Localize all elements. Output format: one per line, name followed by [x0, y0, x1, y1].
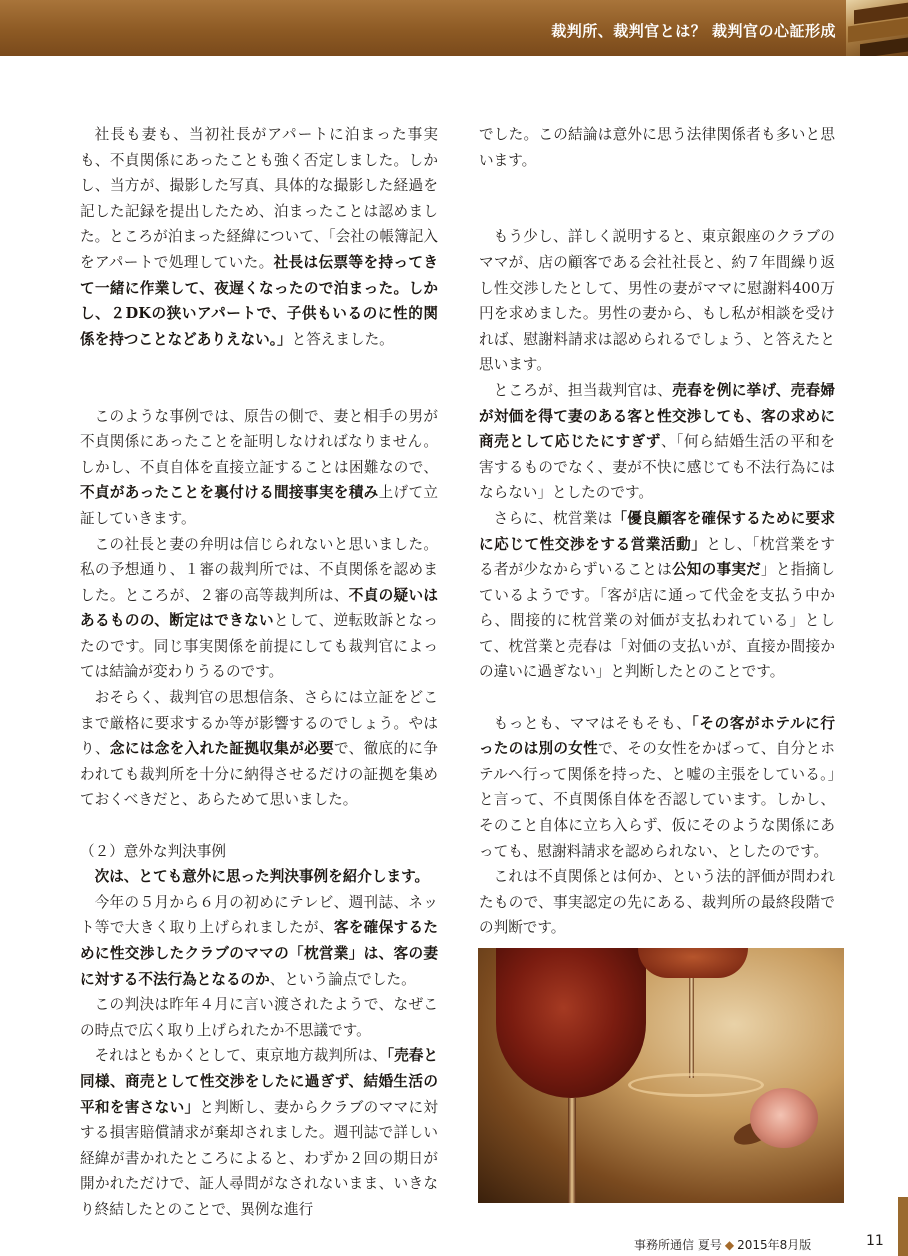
side-accent-bar: [898, 1197, 908, 1256]
paragraph: でした。この結論は意外に思う法律関係者も多いと思います。: [479, 126, 835, 169]
bold-text: 公知の事実だ: [671, 561, 762, 579]
bold-text: 不貞があったことを裏付ける間接事実を積み: [80, 484, 379, 502]
bold-text: 「その客がホテルに行ったのは別の女性: [479, 714, 835, 758]
left-column: [80, 122, 438, 1223]
paragraph: 社長も妻も、当初社長がアパートに泊まった事実も、不貞関係にあったことも強く否定しました。しかし、当方が、撮影した写真、具体的な撮影した経過を記した記録を提出したため、泊まったことは認めました。ところが泊まった経緯について、「会社の帳簿記入をアパートで処理していた。社長は伝票等を持ってきて一緒に作業して、夜遅くなったので泊まった。しかし、２DKの狭いアパートで、子供もいるのに性的関係を持つことなどありえない。」と答えました。: [80, 126, 438, 348]
paragraph: さらに、枕営業は「優良顧客を確保するために要求に応じて性交渉をする営業活動」とし、「枕営業をする者が少なからずいることは公知の事実だ」と指摘しているようです。「客が店に通って代金を支払う中から、間接的に枕営業の対価が支払われている」として、枕営業と売春は「対価の支払いが、直接か間接かの違いに過ぎない」と判断したとのことです。: [479, 509, 835, 681]
bold-text: 客を確保するために性交渉したクラブのママの「枕営業」は、客の妻に対する不法行為となるのか: [80, 919, 438, 988]
paragraph: もっとも、ママはそもそも、「その客がホテルに行ったのは別の女性で、その女性をかばって、自分とホテルへ行って関係を持った、と嘘の主張をしている。」と言って、不貞関係自体を否認しています。しかし、そのこと自体に立ち入らず、仮にそのような関係にあっても、慰謝料請求を認められない、としたのです。: [479, 714, 835, 860]
paragraph: おそらく、裁判官の思想信条、さらには立証をどこまで厳格に要求するか等が影響するのでしょう。やはり、念には念を入れた証拠収集が必要で、徹底的に争われても裁判所を十分に納得させるだけの証拠を集めておくべきだと、あらためて思いました。: [80, 689, 438, 809]
footer-edition: 2015年8月版: [737, 1238, 812, 1252]
paragraph: この判決は昨年４月に言い渡されたようで、なぜこの時点で広く取り上げられたか不思議です。: [80, 996, 438, 1039]
header-title: 裁判所、裁判官とは？ 裁判官の心証形成: [551, 22, 836, 40]
page-number: 11: [866, 1233, 884, 1249]
bold-text: 「売春と同様、商売として性交渉をしたに過ぎず、結婚生活の平和を害さない」: [80, 1047, 438, 1116]
footer-season: 夏号: [697, 1238, 722, 1252]
paragraph: このような事例では、原告の側で、妻と相手の男が不貞関係にあったことを証明しなければなりません。しかし、不貞自体を直接立証することは困難なので、不貞があったことを裏付ける間接事実を積み上げて立証していきます。: [80, 407, 438, 527]
paragraph: これは不貞関係とは何か、という法的評価が問われたもので、事実認定の先にある、裁判所の最終段階での判断です。: [479, 868, 835, 937]
wine-glasses-photo: [478, 948, 844, 1203]
footer: [634, 1236, 811, 1253]
books-photo-icon: [846, 0, 908, 56]
paragraph: この社長と妻の弁明は信じられないと思いました。私の予想通り、１審の裁判所では、不貞関係を認めました。ところが、２審の高等裁判所は、不貞の疑いはあるものの、断定はできないとして、逆転敗訴となったのです。同じ事実関係を前提にしても裁判官によっては結論が変わりうるのです。: [80, 535, 438, 681]
footer-publication: 事務所通信: [634, 1238, 695, 1252]
right-column: [479, 122, 835, 941]
bold-text: 次は、とても意外に思った判決事例を紹介します。: [94, 868, 430, 886]
page-header: [0, 0, 908, 56]
bold-text: 「優良顧客を確保するために要求に応じて性交渉をする営業活動」: [479, 509, 835, 553]
bold-text: 念には念を入れた証拠収集が必要: [109, 740, 335, 758]
paragraph: ところが、担当裁判官は、売春を例に挙げ、売春婦が対価を得て妻のある客と性交渉しても、客の求めに商売として応じたにすぎず、「何ら結婚生活の平和を害するものでなく、妻が不快に感じても不法行為にはならない」としたのです。: [479, 381, 835, 502]
bold-text: 不貞の疑いはあるものの、断定はできない: [80, 586, 438, 630]
paragraph: それはともかくとして、東京地方裁判所は、「売春と同様、商売として性交渉をしたに過ぎず、結婚生活の平和を害さない」と判断し、妻からクラブのママに対する損害賠償請求が棄却されました。週刊誌で詳しい経緯が書かれたところによると、わずか２回の期日が開かれただけで、証人尋問がなされないまま、いきなり終結したとのことで、異例な進行: [80, 1047, 438, 1218]
paragraph: [80, 864, 438, 890]
bold-text: 社長は伝票等を持ってきて一緒に作業して、夜遅くなったので泊まった。しかし、２DKの狭いアパートで、子供もいるのに性的関係を持つことなどありえない。」: [80, 253, 438, 348]
paragraph: もう少し、詳しく説明すると、東京銀座のクラブのママが、店の顧客である会社社長と、約７年間繰り返し性交渉したとして、男性の妻がママに慰謝料400万円を求めました。男性の妻から、もし私が相談を受ければ、慰謝料請求は認められるでしょう、と答えたと思います。: [479, 228, 835, 374]
section-heading: （２）意外な判決事例: [80, 842, 226, 860]
diamond-icon: ◆: [724, 1238, 735, 1252]
bold-text: 売春を例に挙げ、売春婦が対価を得て妻のある客と性交渉しても、客の求めに商売として応じたにすぎず: [479, 381, 835, 451]
paragraph: 今年の５月から６月の初めにテレビ、週刊誌、ネット等で大きく取り上げられましたが、客を確保するために性交渉したクラブのママの「枕営業」は、客の妻に対する不法行為となるのか、という論点でした。: [80, 893, 438, 988]
